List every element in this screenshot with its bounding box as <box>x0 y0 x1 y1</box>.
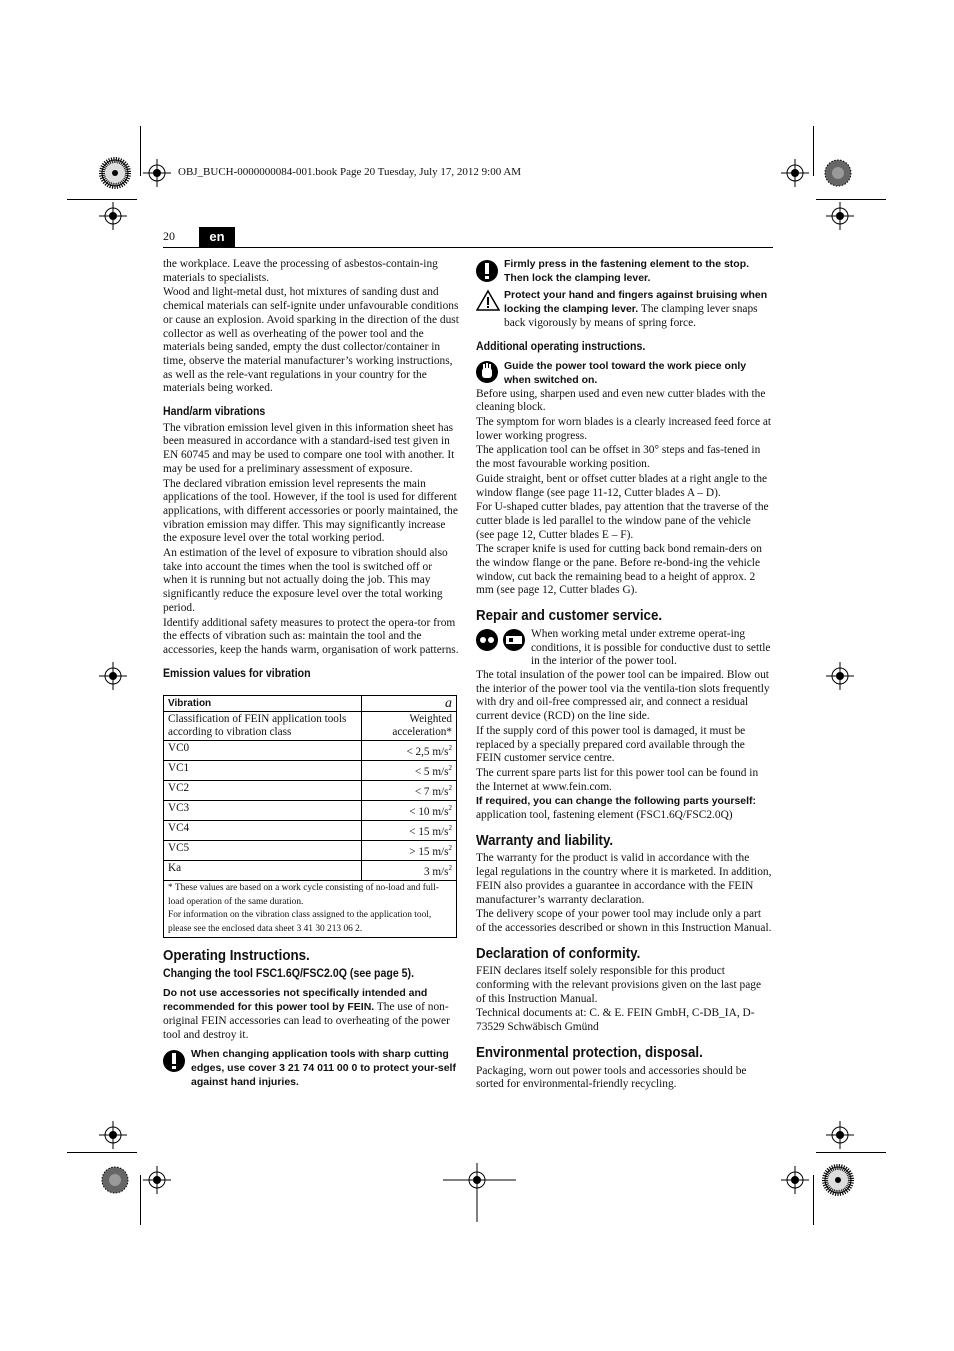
section-heading: Hand/arm vibrations <box>163 406 266 419</box>
section-heading: Emission values for vibration <box>163 667 311 680</box>
color-wheel-icon <box>825 160 851 186</box>
registration-mark-icon <box>99 202 127 230</box>
table-row <box>164 801 457 821</box>
paragraph: If the supply cord of this power tool is damaged, it must be replaced by a specially prepared cord available through the FEIN customer service centre. <box>476 724 746 765</box>
table-cell: > 15 $m/s^2$ <box>362 841 457 861</box>
table-header: a <box>362 696 457 712</box>
table-cell: Classification of FEIN application tools according to vibration class <box>164 712 362 741</box>
section-heading: Additional operating instructions. <box>476 340 646 353</box>
color-wheel-icon <box>102 1167 128 1193</box>
paragraph: For U-shaped cutter blades, pay attention that the traverse of the cutter blade is led parallel to the window pane of the vehicle (see page 12, Cutter blades E – F). <box>476 501 769 541</box>
table-cell: VC0 <box>164 741 362 761</box>
registration-mark-icon <box>826 662 854 690</box>
paragraph: Do not use accessories not specifically intended and recommended for this power tool by FEIN. The use of non-original FEIN accessories can lead to overheating of the power tool and destroy it. <box>163 987 450 1041</box>
table-row <box>164 761 457 781</box>
table-cell: < 10 $m/s^2$ <box>362 801 457 821</box>
footnote: For information on the vibration class assigned to the application tool, please see the enclosed data sheet 3 41 30 213 06 2. <box>168 910 432 934</box>
paragraph: Before using, sharpen used and even new cutter blades with the cleaning block. <box>476 387 766 414</box>
table-row <box>164 781 457 801</box>
warning-triangle-icon <box>476 289 500 311</box>
color-wheel-icon <box>825 1167 851 1193</box>
paragraph: Guide straight, bent or offset cutter blades at a right angle to the window flange (see page 11-12, Cutter blades A – D). <box>476 472 768 499</box>
vibration-table <box>163 695 457 938</box>
paragraph: The application tool can be offset in 30° steps and fas-tened in the most favourable working position. <box>476 444 761 471</box>
mandatory-note <box>476 360 772 387</box>
note-text: Firmly press in the fastening element to the stop. Then lock the clamping lever. <box>504 258 750 284</box>
table-row <box>164 841 457 861</box>
sub-heading: Changing the tool FSC1.6Q/FSC2.0Q (see page 5). <box>163 967 415 980</box>
table-row <box>164 821 457 841</box>
color-wheel-icon <box>102 160 128 186</box>
registration-mark-icon <box>826 1121 854 1149</box>
exclamation-icon <box>163 1048 185 1074</box>
paragraph: The vibration emission level given in this information sheet has been measured in accordance with a standard-ised test given in EN 60745 and may be used to compare one tool with another. It may be used for a preliminary assessment of exposure. <box>163 421 455 475</box>
footnote: * These values are based on a work cycle consisting of no-load and full-load operation of the same duration. <box>168 883 439 907</box>
note-text: Guide the power tool toward the work piece only when switched on. <box>504 360 747 386</box>
protection-note <box>476 628 772 669</box>
paragraph: Wood and light-metal dust, hot mixtures of sanding dust and chemical materials can self-ignite under unfavourable conditions or cause an explosion. Avoid sparking in the direction of the dust collector as well as overheating of the power tool and the materials being sanded, empty the dust collector/container in time, observe the material manufacturer’s working instructions, as well as the rele-vant regulations in your country for the materials being worked. <box>163 286 459 395</box>
note-text: Protect your hand and fingers against bruising when locking the clamping lever. The clamping lever snaps back vigorously by means of spring force. <box>504 289 768 329</box>
book-header: OBJ_BUCH-0000000084-001.book Page 20 Tuesday, July 17, 2012 9:00 AM <box>178 166 522 178</box>
paragraph: The total insulation of the power tool can be impaired. Blow out the interior of the power tool via the ventila-tion slots frequently with dry and oil-free compressed air, and connect a residual current device (RCD) on the line side. <box>476 668 770 723</box>
registration-mark-icon <box>99 1121 127 1149</box>
section-heading: Repair and customer service. <box>476 608 663 625</box>
registration-mark-icon <box>99 662 127 690</box>
note-text: When working metal under extreme operat-ing conditions, it is possible for conductive dust to settle in the interior of the power tool. <box>531 627 771 668</box>
table-cell: 3 $m/s^2$ <box>362 861 457 881</box>
table-cell: VC3 <box>164 801 362 821</box>
table-cell: < 2,5 $m/s^2$ <box>362 741 457 761</box>
table-row <box>164 741 457 761</box>
section-heading: Warranty and liability. <box>476 832 614 849</box>
registration-mark-icon <box>781 1166 809 1194</box>
page-number: 20 <box>163 229 175 243</box>
paragraph: Packaging, worn out power tools and accessories should be sorted for environmental-friendly recycling. <box>476 1064 747 1091</box>
table-cell: Weighted acceleration* <box>362 712 457 741</box>
table-cell: VC2 <box>164 781 362 801</box>
paragraph: The scraper knife is used for cutting back bond remain-ders on the window flange or the pane. Before re-bond-ing the vehicle window, cut back the remaining bead to a height of approx. 2 mm (see page 12, Cutter blades G). <box>476 543 762 597</box>
table-row <box>164 861 457 881</box>
paragraph: An estimation of the level of exposure to vibration should also take into account the times when the tool is switched off or when it is running but not actually doing the job. This may significantly reduce the exposure level over the total working period. <box>163 547 448 614</box>
right-column <box>476 258 772 1093</box>
section-heading: Environmental protection, disposal. <box>476 1044 703 1061</box>
table-cell: VC4 <box>164 821 362 841</box>
table-header: Vibration <box>164 696 362 712</box>
header-rule <box>163 247 773 248</box>
mandatory-note <box>163 1048 459 1089</box>
ear-protection-icon <box>503 629 525 651</box>
mandatory-note <box>476 258 772 285</box>
registration-mark-icon <box>781 159 809 187</box>
table-cell: Ka <box>164 861 362 881</box>
exclamation-icon <box>476 258 498 284</box>
paragraph: The warranty for the product is valid in accordance with the legal regulations in the country where it is marketed. In addition, FEIN also provides a guarantee in accordance with the FEIN manufacturer’s warranty declaration. <box>476 852 772 906</box>
paragraph: The delivery scope of your power tool may include only a part of the accessories described or shown in this Instruction Manual. <box>476 908 772 934</box>
paragraph: the workplace. Leave the processing of asbestos-contain-ing materials to specialists. <box>163 258 438 284</box>
table-cell: VC5 <box>164 841 362 861</box>
table-cell: VC1 <box>164 761 362 781</box>
paragraph: Technical documents at: C. & E. FEIN GmbH, C-DB_IA, D-73529 Schwäbisch Gmünd <box>476 1007 755 1034</box>
protection-icons <box>476 628 526 652</box>
paragraph: The symptom for worn blades is a clearly increased feed force at lower working progress. <box>476 416 772 442</box>
table-footnote <box>164 881 457 938</box>
paragraph: Identify additional safety measures to protect the opera-tor from the effects of vibration such as: maintain the tool and the accessories, keep the hands warm, organisation of work patterns. <box>163 616 459 656</box>
goggles-icon <box>476 629 498 651</box>
paragraph: If required, you can change the following parts yourself: application tool, fastening element (FSC1.6Q/FSC2.0Q) <box>476 795 757 822</box>
registration-mark-icon <box>143 1166 171 1194</box>
table-cell: < 7 $m/s^2$ <box>362 781 457 801</box>
registration-mark-icon <box>826 202 854 230</box>
warning-note <box>476 289 772 330</box>
table-cell: < 5 $m/s^2$ <box>362 761 457 781</box>
language-badge: en <box>199 227 235 247</box>
hand-icon <box>476 360 498 384</box>
paragraph: The current spare parts list for this power tool can be found in the Internet at www.fein.com. <box>476 766 759 793</box>
paragraph: FEIN declares itself solely responsible for this product conforming with the relevant provisions given on the last page of this Instruction Manual. <box>476 965 762 1005</box>
section-heading: Declaration of conformity. <box>476 945 641 962</box>
registration-mark-icon <box>143 159 171 187</box>
table-cell: < 15 $m/s^2$ <box>362 821 457 841</box>
section-heading: Operating Instructions. <box>163 948 310 965</box>
left-column <box>163 258 459 1089</box>
paragraph: The declared vibration emission level represents the main applications of the tool. However, if the tool is used for different applications, with different accessories or poorly maintained, the vibration emission may differ. This may significantly increase the exposure level over the total working period. <box>163 477 458 545</box>
note-text: When changing application tools with sharp cutting edges, use cover 3 21 74 011 00 0 to protect your-self against hand injuries. <box>191 1048 456 1088</box>
